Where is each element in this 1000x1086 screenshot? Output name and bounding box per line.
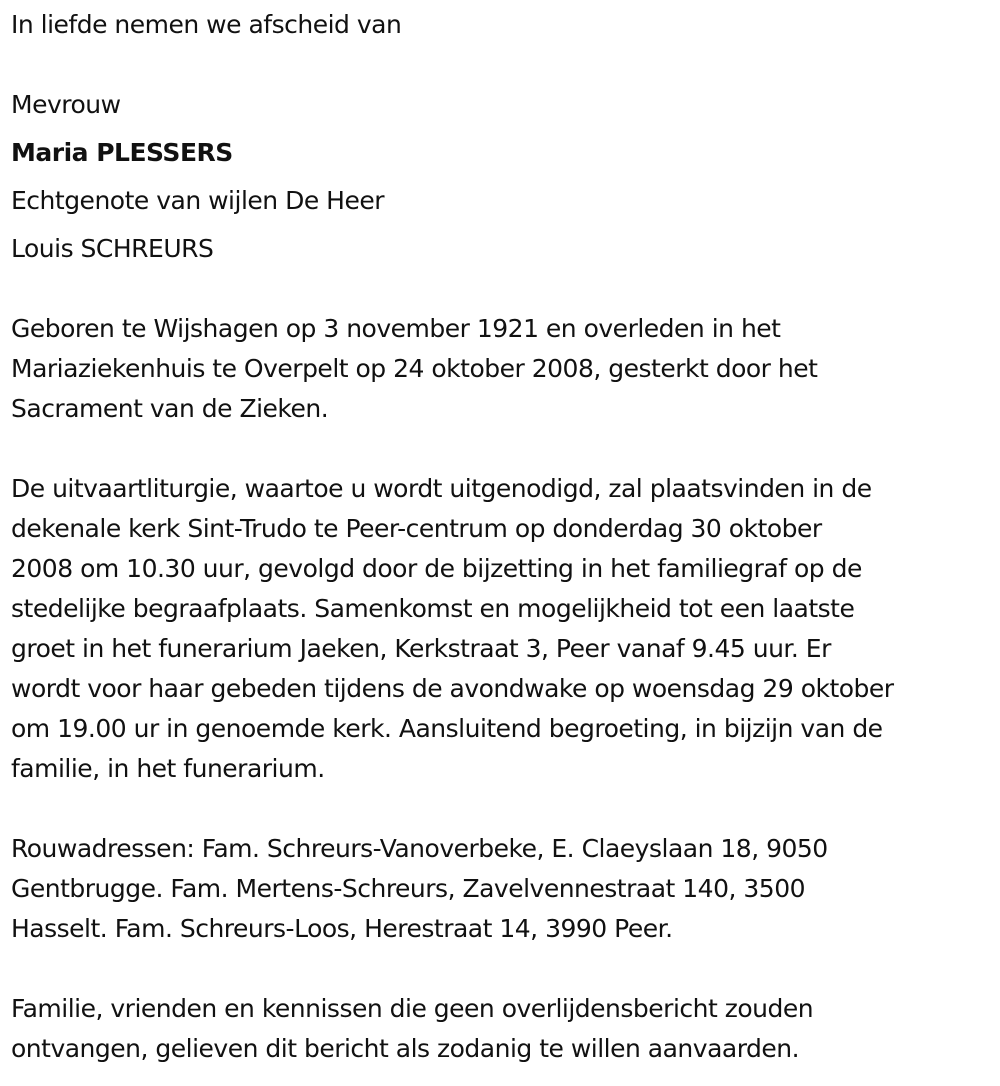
spouse-name: Louis SCHREURS xyxy=(11,234,214,263)
paragraph-line: Sacrament van de Zieken. xyxy=(11,394,329,423)
funeral-paragraph xyxy=(11,469,991,789)
spouse-line-1: Echtgenote van wijlen De Heer xyxy=(11,186,384,215)
paragraph-line: Hasselt. Fam. Schreurs-Loos, Herestraat 14, 3990 Peer. xyxy=(11,914,673,943)
paragraph-line: Gentbrugge. Fam. Mertens-Schreurs, Zavelvennestraat 140, 3500 xyxy=(11,874,806,903)
paragraph-line: De uitvaartliturgie, waartoe u wordt uitgenodigd, zal plaatsvinden in de xyxy=(11,474,872,503)
closing-paragraph xyxy=(11,989,991,1069)
paragraph-line: stedelijke begraafplaats. Samenkomst en mogelijkheid tot een laatste xyxy=(11,594,855,623)
intro-line: In liefde nemen we afscheid van xyxy=(11,10,402,39)
paragraph-line: Mariaziekenhuis te Overpelt op 24 oktober 2008, gesterkt door het xyxy=(11,354,818,383)
paragraph-line: wordt voor haar gebeden tijdens de avondwake op woensdag 29 oktober xyxy=(11,674,894,703)
honorific-title: Mevrouw xyxy=(11,90,121,119)
deceased-name: Maria PLESSERS xyxy=(11,138,233,167)
paragraph-line: Rouwadressen: Fam. Schreurs-Vanoverbeke, E. Claeyslaan 18, 9050 xyxy=(11,834,828,863)
paragraph-line: Geboren te Wijshagen op 3 november 1921 en overleden in het xyxy=(11,314,781,343)
paragraph-line: om 19.00 ur in genoemde kerk. Aansluitend begroeting, in bijzijn van de xyxy=(11,714,883,743)
birth-death-paragraph xyxy=(11,309,991,429)
paragraph-line: familie, in het funerarium. xyxy=(11,754,325,783)
paragraph-line: dekenale kerk Sint-Trudo te Peer-centrum op donderdag 30 oktober xyxy=(11,514,822,543)
paragraph-line: ontvangen, gelieven dit bericht als zodanig te willen aanvaarden. xyxy=(11,1034,800,1063)
paragraph-line: 2008 om 10.30 uur, gevolgd door de bijzetting in het familiegraf op de xyxy=(11,554,862,583)
addresses-paragraph xyxy=(11,829,991,949)
paragraph-line: groet in het funerarium Jaeken, Kerkstraat 3, Peer vanaf 9.45 uur. Er xyxy=(11,634,831,663)
paragraph-line: Familie, vrienden en kennissen die geen overlijdensbericht zouden xyxy=(11,994,814,1023)
